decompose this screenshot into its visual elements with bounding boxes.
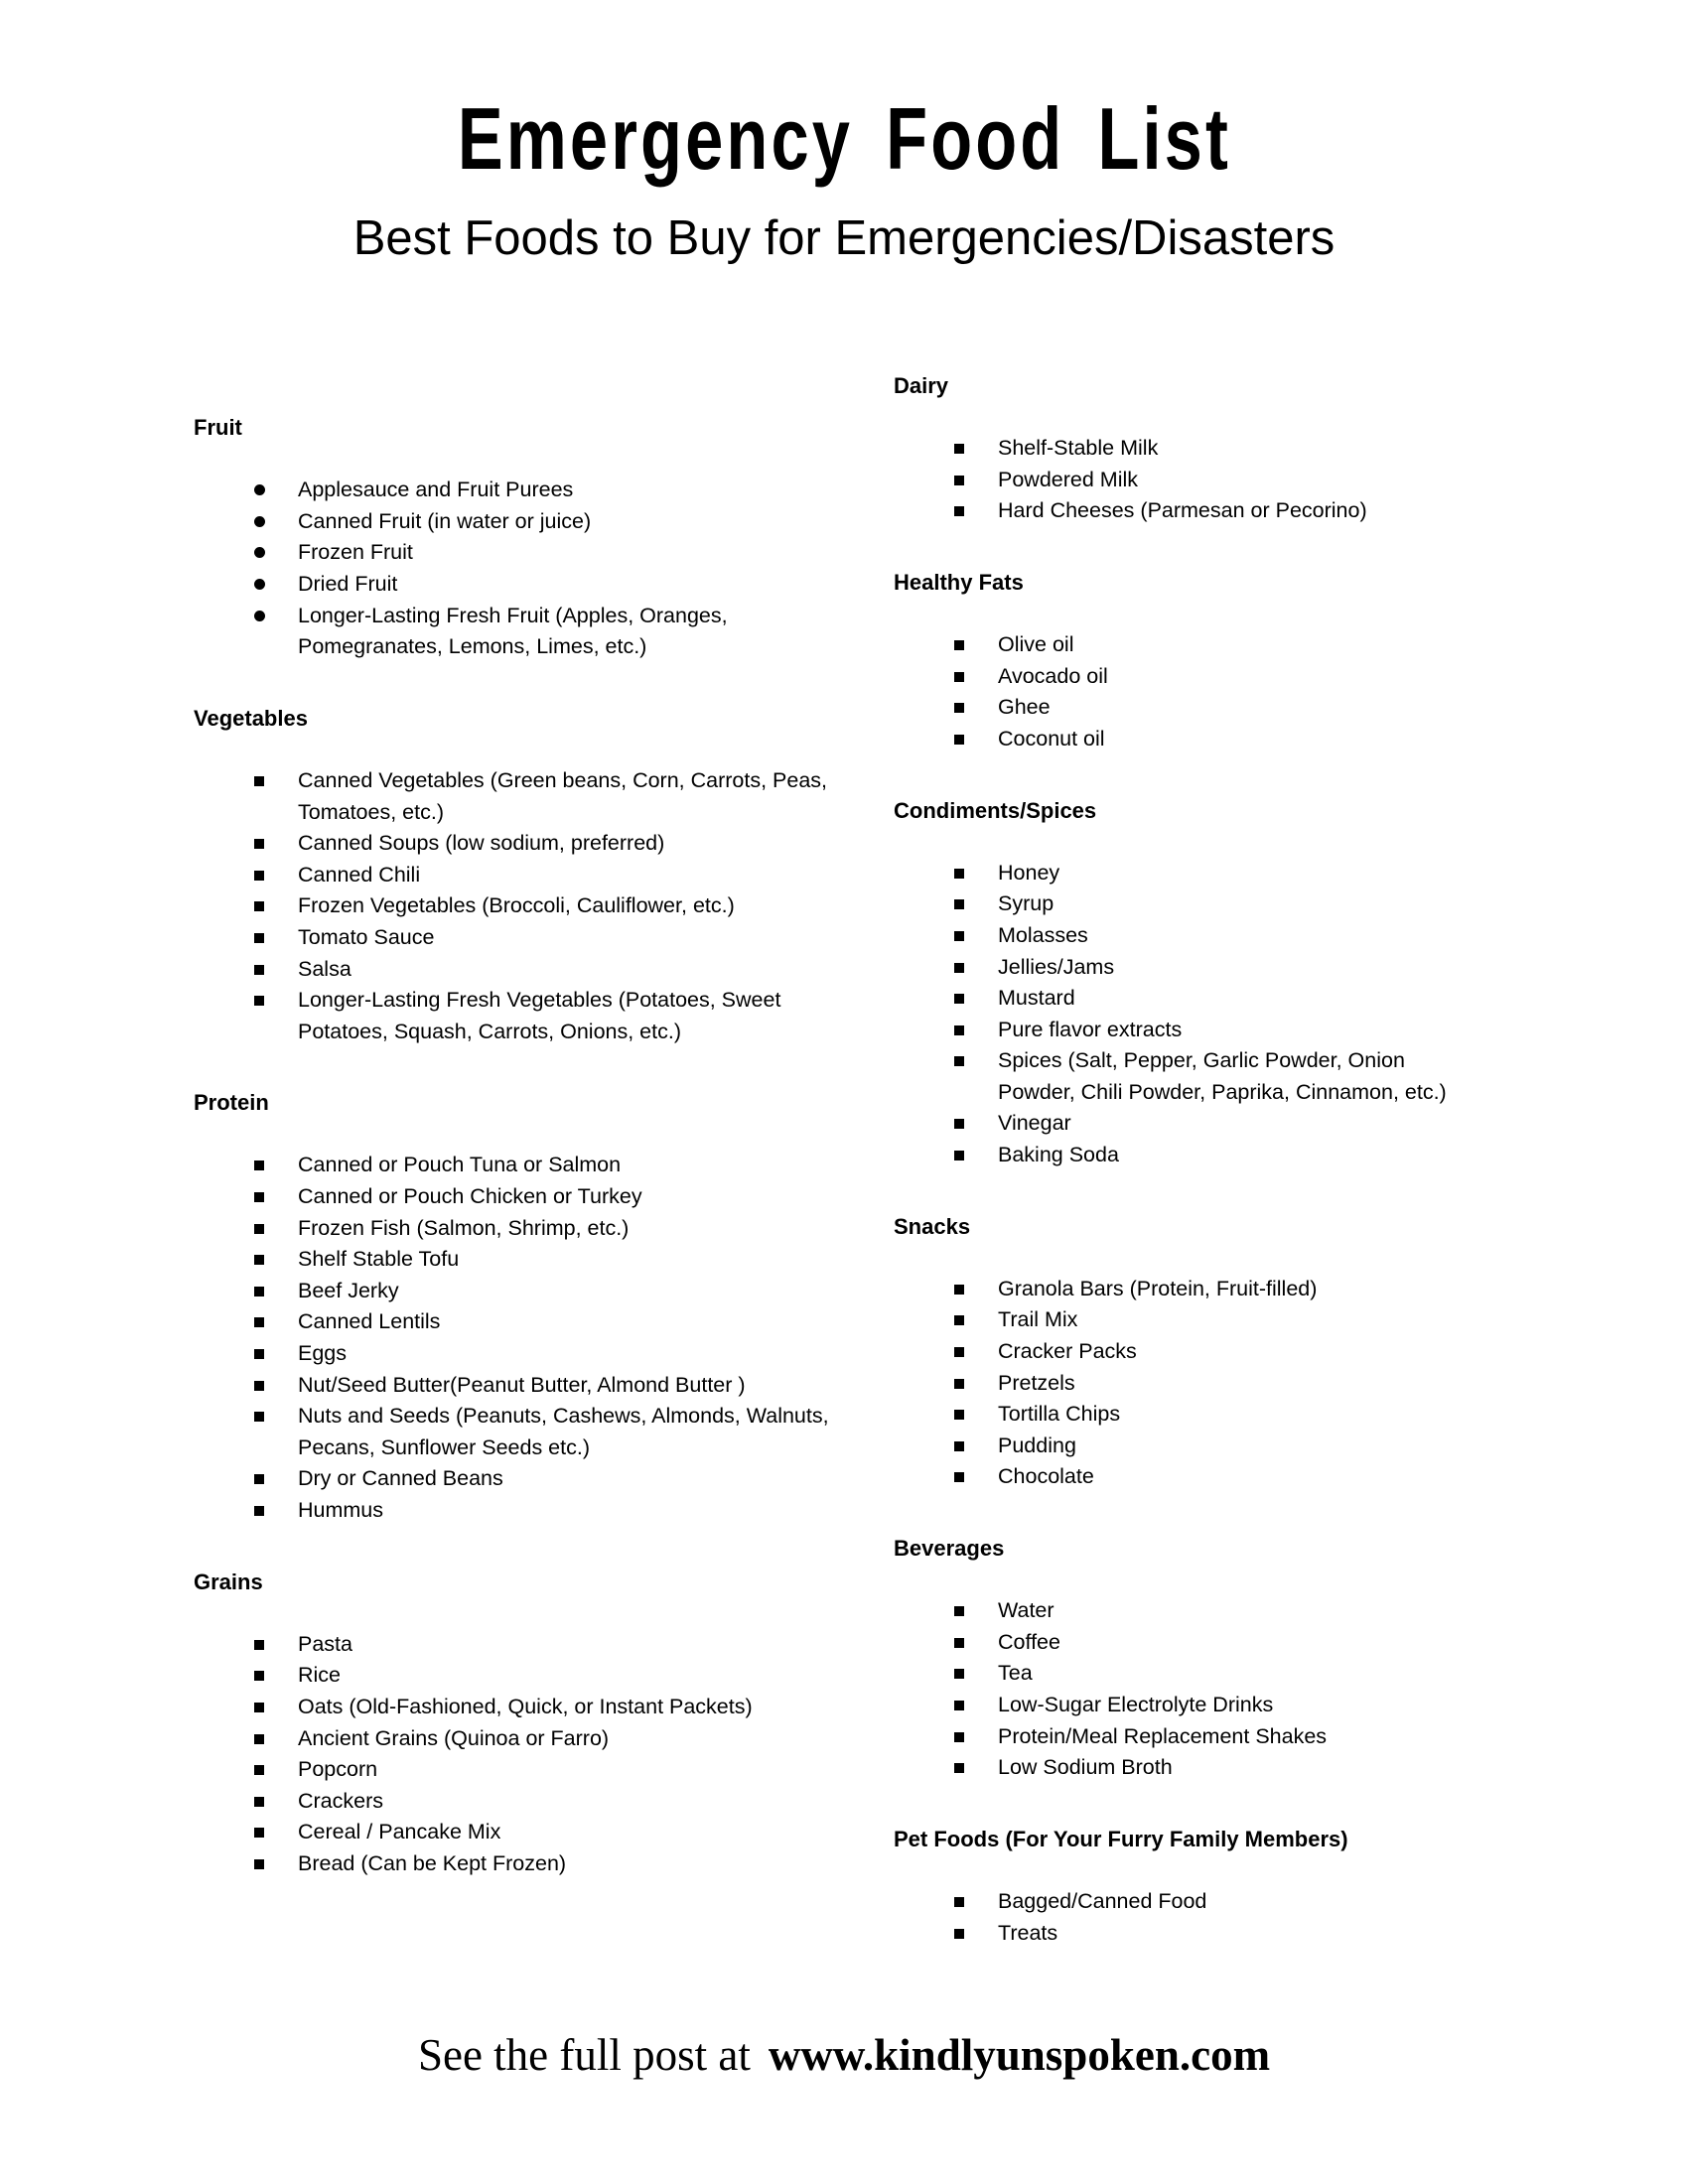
item-list (194, 1629, 834, 1880)
list-item: Dry or Canned Beans (253, 1463, 834, 1495)
list-item: Shelf Stable Tofu (253, 1244, 834, 1276)
section-heading: Pet Foods (For Your Furry Family Members) (894, 1826, 1348, 1851)
list-item: Tea (953, 1658, 1475, 1690)
page-title: Emergency Food List (457, 89, 1231, 188)
list-item: Canned or Pouch Chicken or Turkey (253, 1181, 834, 1213)
list-item: Canned Lentils (253, 1306, 834, 1338)
section-heading: Healthy Fats (894, 569, 1024, 595)
list-item: Canned Soups (low sodium, preferred) (253, 828, 834, 860)
list-item: Low Sodium Broth (953, 1752, 1475, 1784)
list-item: Treats (953, 1918, 1475, 1950)
section-heading: Fruit (194, 415, 242, 440)
section-beverages (894, 1533, 1475, 1784)
list-item: Molasses (953, 920, 1475, 952)
list-item: Protein/Meal Replacement Shakes (953, 1721, 1475, 1753)
item-list (194, 765, 834, 1047)
list-item: Longer-Lasting Fresh Vegetables (Potatoes, Sweet Potatoes, Squash, Carrots, Onions, etc.) (253, 985, 834, 1047)
list-item: Baking Soda (953, 1140, 1475, 1171)
list-item: Canned or Pouch Tuna or Salmon (253, 1150, 834, 1181)
item-list (894, 858, 1475, 1171)
item-list (894, 1274, 1475, 1493)
list-item: Tomato Sauce (253, 922, 834, 954)
list-item: Tortilla Chips (953, 1399, 1475, 1431)
list-item: Longer-Lasting Fresh Fruit (Apples, Oranges, Pomegranates, Lemons, Limes, etc.) (253, 601, 834, 663)
section-protein (194, 1087, 834, 1526)
list-item: Pretzels (953, 1368, 1475, 1400)
section-heading: Beverages (894, 1536, 1005, 1561)
list-item: Nuts and Seeds (Peanuts, Cashews, Almonds, Walnuts, Pecans, Sunflower Seeds etc.) (253, 1401, 834, 1463)
list-item: Frozen Fruit (253, 537, 834, 569)
list-item: Chocolate (953, 1461, 1475, 1493)
list-item: Jellies/Jams (953, 952, 1475, 984)
list-item: Pasta (253, 1629, 834, 1661)
list-item: Powdered Milk (953, 465, 1475, 496)
section-heading: Grains (194, 1569, 263, 1594)
list-item: Pure flavor extracts (953, 1015, 1475, 1046)
item-list (894, 1595, 1475, 1784)
left-column (194, 370, 834, 1920)
list-item: Crackers (253, 1786, 834, 1818)
document-header (0, 0, 1688, 266)
item-list (894, 629, 1475, 754)
list-columns (194, 370, 1475, 1988)
list-item: Cracker Packs (953, 1336, 1475, 1368)
list-item: Oats (Old-Fashioned, Quick, or Instant Packets) (253, 1692, 834, 1723)
section-heading: Dairy (894, 373, 949, 398)
item-list (194, 475, 834, 663)
list-item: Frozen Vegetables (Broccoli, Cauliflower, etc.) (253, 890, 834, 922)
list-item: Hummus (253, 1495, 834, 1527)
section-snacks (894, 1211, 1475, 1493)
right-column (894, 370, 1475, 1988)
list-item: Cereal / Pancake Mix (253, 1817, 834, 1848)
list-item: Dried Fruit (253, 569, 834, 601)
document-footer (0, 2029, 1688, 2081)
item-list (194, 1150, 834, 1526)
section-vegetables (194, 703, 834, 1048)
section-heading: Vegetables (194, 705, 308, 731)
list-item: Bread (Can be Kept Frozen) (253, 1848, 834, 1880)
list-item: Trail Mix (953, 1304, 1475, 1336)
list-item: Olive oil (953, 629, 1475, 661)
list-item: Bagged/Canned Food (953, 1886, 1475, 1918)
list-item: Honey (953, 858, 1475, 889)
section-condiments-spices (894, 795, 1475, 1171)
list-item: Pudding (953, 1431, 1475, 1462)
list-item: Water (953, 1595, 1475, 1627)
section-fruit (194, 412, 834, 663)
list-item: Ghee (953, 692, 1475, 724)
list-item: Shelf-Stable Milk (953, 433, 1475, 465)
section-pet-foods-for-your-furry-family-members (894, 1824, 1475, 1949)
section-heading: Protein (194, 1090, 269, 1116)
list-item: Popcorn (253, 1754, 834, 1786)
list-item: Avocado oil (953, 661, 1475, 693)
list-item: Mustard (953, 983, 1475, 1015)
list-item: Frozen Fish (Salmon, Shrimp, etc.) (253, 1213, 834, 1245)
list-item: Syrup (953, 888, 1475, 920)
list-item: Beef Jerky (253, 1276, 834, 1307)
section-grains (194, 1567, 834, 1880)
list-item: Canned Fruit (in water or juice) (253, 506, 834, 538)
list-item: Nut/Seed Butter(Peanut Butter, Almond Butter ) (253, 1370, 834, 1402)
section-healthy-fats (894, 567, 1475, 755)
list-item: Applesauce and Fruit Purees (253, 475, 834, 506)
item-list (894, 1886, 1475, 1949)
list-item: Salsa (253, 954, 834, 986)
list-item: Granola Bars (Protein, Fruit-filled) (953, 1274, 1475, 1305)
list-item: Spices (Salt, Pepper, Garlic Powder, Onion Powder, Chili Powder, Paprika, Cinnamon, etc.) (953, 1045, 1475, 1108)
item-list (894, 433, 1475, 527)
list-item: Hard Cheeses (Parmesan or Pecorino) (953, 495, 1475, 527)
list-item: Coconut oil (953, 724, 1475, 755)
list-item: Rice (253, 1660, 834, 1692)
list-item: Low-Sugar Electrolyte Drinks (953, 1690, 1475, 1721)
section-heading: Snacks (894, 1213, 971, 1239)
list-item: Canned Chili (253, 860, 834, 891)
page-subtitle: Best Foods to Buy for Emergencies/Disasters (352, 211, 1336, 265)
list-item: Vinegar (953, 1108, 1475, 1140)
list-item: Canned Vegetables (Green beans, Corn, Carrots, Peas, Tomatoes, etc.) (253, 765, 834, 828)
list-item: Eggs (253, 1338, 834, 1370)
section-heading: Condiments/Spices (894, 797, 1097, 823)
section-dairy (894, 370, 1475, 527)
list-item: Ancient Grains (Quinoa or Farro) (253, 1723, 834, 1755)
footer-site-url: www.kindlyunspoken.com (768, 2030, 1271, 2080)
footer-text: See the full post at (417, 2030, 751, 2080)
list-item: Coffee (953, 1627, 1475, 1659)
